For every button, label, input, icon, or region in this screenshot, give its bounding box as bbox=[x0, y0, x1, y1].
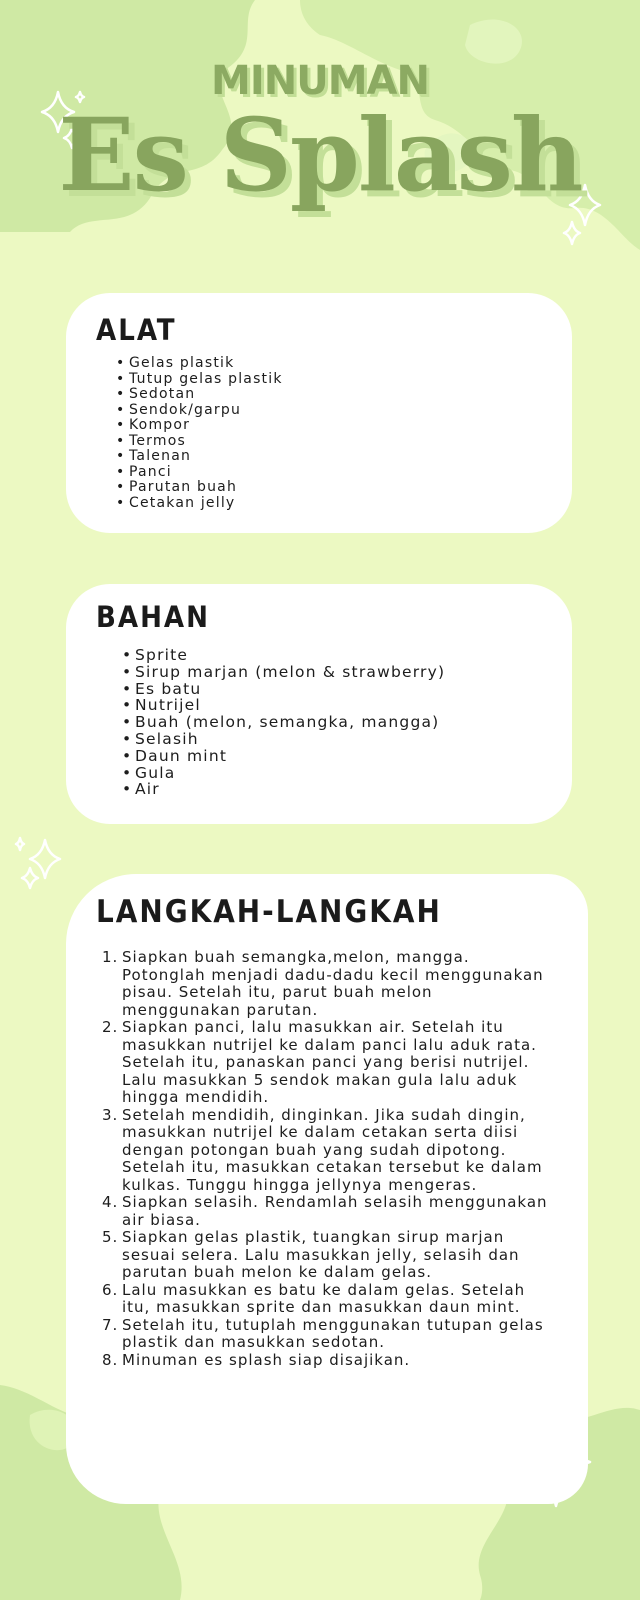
list-item: • Selasih bbox=[122, 731, 445, 748]
list-item: • Kompor bbox=[116, 418, 283, 434]
step-text: Setelah mendidih, dinginkan. Jika sudah dingin, masukkan nutrijel ke dalam cetakan serta diisi dengan potongan buah yang sudah dipotong. Setelah itu, masukkan cetakan tersebut ke dalam kulkas. Tunggu hingga jellynya mengeras. bbox=[122, 1105, 543, 1194]
step-number: 8. bbox=[102, 1350, 119, 1369]
list-item: • Daun mint bbox=[122, 748, 445, 765]
list-item: • Sedotan bbox=[116, 387, 283, 403]
step-item bbox=[102, 1019, 552, 1107]
langkah-steps bbox=[102, 949, 552, 1369]
step-number: 4. bbox=[102, 1193, 119, 1211]
bahan-heading: BAHAN bbox=[96, 600, 210, 634]
list-item: • Sirup marjan (melon & strawberry) bbox=[122, 664, 445, 681]
list-item: • Air bbox=[122, 781, 445, 798]
list-item: • Sprite bbox=[122, 647, 445, 664]
step-text: Siapkan panci, lalu masukkan air. Setelah itu masukkan nutrijel ke dalam panci lalu aduk rata. Setelah itu, panaskan panci yang berisi nutrijel. Lalu masukkan 5 sendok makan gula lalu aduk hingga mendidih. bbox=[122, 1018, 537, 1106]
step-number: 5. bbox=[102, 1228, 119, 1246]
step-item bbox=[102, 1229, 552, 1282]
step-number: 6. bbox=[102, 1280, 119, 1299]
alat-card bbox=[66, 293, 572, 533]
list-item: • Es batu bbox=[122, 681, 445, 698]
list-item: • Sendok/garpu bbox=[116, 403, 283, 419]
langkah-heading: LANGKAH-LANGKAH bbox=[96, 894, 442, 930]
alat-list bbox=[116, 356, 283, 511]
langkah-card bbox=[66, 874, 588, 1504]
step-item bbox=[102, 1317, 552, 1352]
list-item: • Termos bbox=[116, 434, 283, 450]
alat-heading: ALAT bbox=[96, 313, 177, 347]
step-number: 1. bbox=[102, 948, 119, 966]
subtitle: MINUMAN bbox=[211, 58, 429, 104]
list-item: • Talenan bbox=[116, 449, 283, 465]
list-item: • Tutup gelas plastik bbox=[116, 372, 283, 388]
list-item: • Nutrijel bbox=[122, 697, 445, 714]
list-item: • Gelas plastik bbox=[116, 356, 283, 372]
step-number: 2. bbox=[102, 1018, 119, 1036]
step-text: Lalu masukkan es batu ke dalam gelas. Setelah itu, masukkan sprite dan masukkan daun mint. bbox=[122, 1280, 526, 1316]
step-text: Siapkan buah semangka,melon, mangga. Potonglah menjadi dadu-dadu kecil menggunakan pisau. Setelah itu, parut buah melon menggunakan parutan. bbox=[122, 948, 544, 1019]
list-item: • Cetakan jelly bbox=[116, 496, 283, 512]
step-item bbox=[102, 1282, 552, 1317]
step-number: 3. bbox=[102, 1105, 119, 1124]
bahan-card bbox=[66, 584, 572, 824]
bahan-list bbox=[122, 647, 445, 798]
step-text: Siapkan gelas plastik, tuangkan sirup marjan sesuai selera. Lalu masukkan jelly, selasih dan parutan buah melon ke dalam gelas. bbox=[122, 1228, 520, 1281]
list-item: • Panci bbox=[116, 465, 283, 481]
step-item bbox=[102, 1107, 552, 1195]
step-text: Siapkan selasih. Rendamlah selasih menggunakan air biasa. bbox=[122, 1193, 548, 1229]
list-item: • Gula bbox=[122, 765, 445, 782]
step-number: 7. bbox=[102, 1315, 119, 1334]
page-title: Es Splash bbox=[58, 96, 582, 214]
step-item bbox=[102, 949, 552, 1019]
step-item bbox=[102, 1352, 552, 1370]
step-text: Minuman es splash siap disajikan. bbox=[122, 1350, 411, 1369]
step-item bbox=[102, 1194, 552, 1229]
step-text: Setelah itu, tutuplah menggunakan tutupan gelas plastik dan masukkan sedotan. bbox=[122, 1315, 544, 1351]
list-item: • Parutan buah bbox=[116, 480, 283, 496]
list-item: • Buah (melon, semangka, mangga) bbox=[122, 714, 445, 731]
